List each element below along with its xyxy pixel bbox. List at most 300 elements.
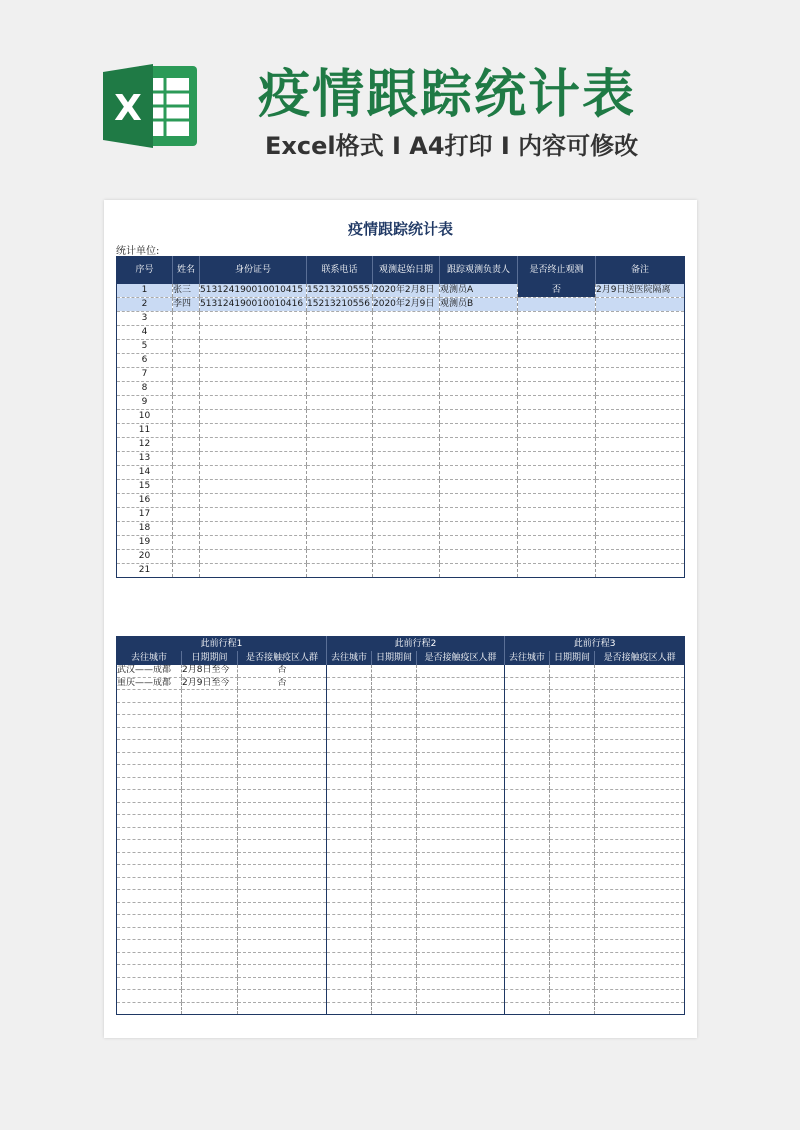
table-cell[interactable]: 8	[117, 382, 173, 396]
table-cell[interactable]	[327, 890, 372, 903]
table-cell[interactable]	[173, 354, 200, 368]
table-cell[interactable]	[595, 777, 685, 790]
table-cell[interactable]	[200, 326, 307, 340]
table-cell[interactable]	[117, 840, 182, 853]
table-cell[interactable]	[307, 536, 373, 550]
table-cell[interactable]: 513124190010010416	[200, 298, 307, 312]
table-cell[interactable]	[372, 752, 417, 765]
table-cell[interactable]	[440, 550, 518, 564]
table-cell[interactable]	[327, 790, 372, 803]
table-cell[interactable]	[518, 550, 596, 564]
table-cell[interactable]	[173, 438, 200, 452]
table-cell[interactable]	[182, 852, 238, 865]
table-cell[interactable]	[327, 977, 372, 990]
table-cell[interactable]	[117, 977, 182, 990]
table-cell[interactable]	[595, 990, 685, 1003]
table-cell[interactable]	[417, 865, 505, 878]
table-cell[interactable]	[550, 677, 595, 690]
table-cell[interactable]: 9	[117, 396, 173, 410]
table-cell[interactable]	[550, 877, 595, 890]
table-cell[interactable]	[505, 727, 550, 740]
table-cell[interactable]	[550, 927, 595, 940]
table-cell[interactable]	[373, 340, 440, 354]
table-cell[interactable]	[518, 410, 596, 424]
table-cell[interactable]	[595, 915, 685, 928]
table-cell[interactable]	[596, 312, 685, 326]
table-cell[interactable]	[173, 480, 200, 494]
table-cell[interactable]: 2月9日至今	[182, 677, 238, 690]
table-cell[interactable]	[373, 508, 440, 522]
table-cell[interactable]	[307, 410, 373, 424]
table-cell[interactable]: 重庆——成都	[117, 677, 182, 690]
table-cell[interactable]: 5	[117, 340, 173, 354]
table-cell[interactable]	[182, 790, 238, 803]
table-cell[interactable]	[238, 890, 327, 903]
table-cell[interactable]	[596, 382, 685, 396]
table-cell[interactable]	[327, 865, 372, 878]
table-cell[interactable]	[505, 690, 550, 703]
table-cell[interactable]: 21	[117, 564, 173, 578]
table-cell[interactable]	[518, 368, 596, 382]
table-cell[interactable]	[117, 702, 182, 715]
table-cell[interactable]	[327, 1002, 372, 1015]
table-cell[interactable]	[182, 815, 238, 828]
table-cell[interactable]	[372, 1002, 417, 1015]
table-cell[interactable]	[327, 827, 372, 840]
table-cell[interactable]	[550, 777, 595, 790]
table-cell[interactable]	[373, 326, 440, 340]
table-cell[interactable]	[417, 965, 505, 978]
table-cell[interactable]	[518, 480, 596, 494]
table-cell[interactable]	[595, 852, 685, 865]
table-cell[interactable]	[440, 466, 518, 480]
table-cell[interactable]	[238, 990, 327, 1003]
table-cell[interactable]	[417, 927, 505, 940]
table-cell[interactable]	[372, 952, 417, 965]
table-cell[interactable]	[238, 702, 327, 715]
table-cell[interactable]	[117, 865, 182, 878]
table-cell[interactable]	[596, 298, 685, 312]
table-cell[interactable]	[117, 752, 182, 765]
table-cell[interactable]	[596, 340, 685, 354]
table-cell[interactable]	[417, 915, 505, 928]
table-cell[interactable]: 4	[117, 326, 173, 340]
table-cell[interactable]	[200, 508, 307, 522]
table-cell[interactable]	[117, 715, 182, 728]
table-cell[interactable]	[372, 677, 417, 690]
table-cell[interactable]	[117, 927, 182, 940]
table-cell[interactable]	[417, 765, 505, 778]
table-cell[interactable]	[595, 865, 685, 878]
table-cell[interactable]	[440, 326, 518, 340]
table-cell[interactable]	[238, 840, 327, 853]
table-cell[interactable]	[117, 890, 182, 903]
table-cell[interactable]: 15213210555	[307, 284, 373, 298]
table-cell[interactable]	[505, 865, 550, 878]
table-cell[interactable]	[182, 752, 238, 765]
table-cell[interactable]	[200, 438, 307, 452]
table-cell[interactable]	[117, 1002, 182, 1015]
table-cell[interactable]	[238, 827, 327, 840]
table-cell[interactable]	[550, 740, 595, 753]
table-cell[interactable]	[182, 1002, 238, 1015]
table-cell[interactable]	[373, 466, 440, 480]
table-cell[interactable]	[182, 915, 238, 928]
table-cell[interactable]	[238, 715, 327, 728]
table-cell[interactable]	[307, 522, 373, 536]
table-cell[interactable]	[117, 777, 182, 790]
table-cell[interactable]	[307, 396, 373, 410]
table-cell[interactable]	[595, 902, 685, 915]
table-cell[interactable]	[182, 690, 238, 703]
table-cell[interactable]	[550, 840, 595, 853]
table-cell[interactable]	[373, 522, 440, 536]
table-cell[interactable]: 12	[117, 438, 173, 452]
table-cell[interactable]	[550, 940, 595, 953]
table-cell[interactable]	[327, 852, 372, 865]
table-cell[interactable]	[596, 522, 685, 536]
table-cell[interactable]	[417, 752, 505, 765]
table-cell[interactable]: 观测员B	[440, 298, 518, 312]
table-cell[interactable]	[173, 508, 200, 522]
table-cell[interactable]	[373, 382, 440, 396]
table-cell[interactable]	[373, 438, 440, 452]
table-cell[interactable]	[117, 965, 182, 978]
table-cell[interactable]	[307, 326, 373, 340]
table-cell[interactable]: 14	[117, 466, 173, 480]
table-cell[interactable]	[117, 765, 182, 778]
table-cell[interactable]	[373, 536, 440, 550]
table-cell[interactable]	[238, 727, 327, 740]
table-cell[interactable]: 11	[117, 424, 173, 438]
table-cell[interactable]	[417, 815, 505, 828]
table-cell[interactable]	[550, 965, 595, 978]
table-cell[interactable]	[417, 877, 505, 890]
table-cell[interactable]	[417, 952, 505, 965]
table-cell[interactable]	[372, 840, 417, 853]
table-cell[interactable]	[518, 494, 596, 508]
table-cell[interactable]	[595, 927, 685, 940]
table-cell[interactable]	[200, 410, 307, 424]
table-cell[interactable]	[550, 902, 595, 915]
table-cell[interactable]	[505, 877, 550, 890]
table-cell[interactable]	[505, 902, 550, 915]
table-cell[interactable]	[173, 466, 200, 480]
table-cell[interactable]	[173, 340, 200, 354]
table-cell[interactable]	[505, 677, 550, 690]
table-cell[interactable]	[238, 927, 327, 940]
table-cell[interactable]	[595, 765, 685, 778]
table-cell[interactable]	[505, 802, 550, 815]
table-cell[interactable]: 16	[117, 494, 173, 508]
table-cell[interactable]	[372, 877, 417, 890]
table-cell[interactable]	[327, 777, 372, 790]
table-cell[interactable]	[307, 508, 373, 522]
table-cell[interactable]	[373, 452, 440, 466]
table-cell[interactable]	[327, 815, 372, 828]
table-cell[interactable]	[372, 815, 417, 828]
table-cell[interactable]	[173, 522, 200, 536]
table-cell[interactable]	[238, 902, 327, 915]
table-cell[interactable]	[518, 354, 596, 368]
table-cell[interactable]	[596, 326, 685, 340]
table-cell[interactable]	[182, 990, 238, 1003]
table-cell[interactable]	[372, 727, 417, 740]
table-cell[interactable]	[372, 665, 417, 677]
table-cell[interactable]	[372, 915, 417, 928]
table-cell[interactable]	[595, 702, 685, 715]
table-cell[interactable]	[505, 777, 550, 790]
table-cell[interactable]	[200, 536, 307, 550]
table-cell[interactable]	[327, 702, 372, 715]
table-cell[interactable]	[440, 368, 518, 382]
table-cell[interactable]	[238, 790, 327, 803]
table-cell[interactable]	[173, 452, 200, 466]
table-cell[interactable]	[595, 940, 685, 953]
table-cell[interactable]	[373, 480, 440, 494]
table-cell[interactable]	[440, 564, 518, 578]
table-cell[interactable]	[417, 715, 505, 728]
table-cell[interactable]: 20	[117, 550, 173, 564]
table-cell[interactable]	[372, 715, 417, 728]
table-cell[interactable]: 2020年2月9日	[373, 298, 440, 312]
table-cell[interactable]	[595, 965, 685, 978]
table-cell[interactable]	[505, 752, 550, 765]
table-cell[interactable]	[200, 396, 307, 410]
table-cell[interactable]	[182, 927, 238, 940]
table-cell[interactable]	[440, 480, 518, 494]
table-cell[interactable]	[200, 382, 307, 396]
table-cell[interactable]: 否	[238, 677, 327, 690]
table-cell[interactable]	[372, 802, 417, 815]
table-cell[interactable]	[595, 790, 685, 803]
table-cell[interactable]	[327, 690, 372, 703]
table-cell[interactable]	[372, 827, 417, 840]
table-cell[interactable]	[173, 382, 200, 396]
table-cell[interactable]	[372, 977, 417, 990]
table-cell[interactable]	[117, 790, 182, 803]
table-cell[interactable]: 19	[117, 536, 173, 550]
table-cell[interactable]	[373, 494, 440, 508]
table-cell[interactable]	[505, 702, 550, 715]
table-cell[interactable]	[505, 715, 550, 728]
table-cell[interactable]	[417, 790, 505, 803]
table-cell[interactable]	[372, 790, 417, 803]
table-cell[interactable]	[238, 777, 327, 790]
table-cell[interactable]	[518, 564, 596, 578]
table-cell[interactable]	[307, 494, 373, 508]
table-cell[interactable]	[307, 340, 373, 354]
table-cell[interactable]	[595, 977, 685, 990]
table-cell[interactable]	[200, 452, 307, 466]
table-cell[interactable]	[238, 765, 327, 778]
table-cell[interactable]	[518, 438, 596, 452]
table-cell[interactable]	[518, 312, 596, 326]
table-cell[interactable]	[200, 522, 307, 536]
table-cell[interactable]	[182, 827, 238, 840]
table-cell[interactable]	[117, 802, 182, 815]
table-cell[interactable]	[518, 382, 596, 396]
table-cell[interactable]	[200, 368, 307, 382]
table-cell[interactable]	[596, 480, 685, 494]
table-cell[interactable]	[595, 690, 685, 703]
table-cell[interactable]	[595, 890, 685, 903]
table-cell[interactable]	[117, 915, 182, 928]
table-cell[interactable]	[505, 977, 550, 990]
table-cell[interactable]	[373, 410, 440, 424]
table-cell[interactable]	[327, 802, 372, 815]
table-cell[interactable]	[440, 354, 518, 368]
table-cell[interactable]	[182, 965, 238, 978]
table-cell[interactable]	[417, 802, 505, 815]
table-cell[interactable]	[595, 1002, 685, 1015]
table-cell[interactable]	[372, 765, 417, 778]
table-cell[interactable]	[307, 480, 373, 494]
table-cell[interactable]	[440, 522, 518, 536]
table-cell[interactable]	[327, 902, 372, 915]
table-cell[interactable]	[200, 494, 307, 508]
table-cell[interactable]	[417, 940, 505, 953]
table-cell[interactable]	[200, 480, 307, 494]
table-cell[interactable]	[518, 298, 596, 312]
table-cell[interactable]	[417, 702, 505, 715]
table-cell[interactable]	[505, 965, 550, 978]
table-cell[interactable]	[327, 752, 372, 765]
table-cell[interactable]	[373, 368, 440, 382]
table-cell[interactable]	[595, 877, 685, 890]
table-cell[interactable]	[307, 312, 373, 326]
table-cell[interactable]	[550, 690, 595, 703]
table-cell[interactable]	[307, 438, 373, 452]
table-cell[interactable]	[417, 665, 505, 677]
table-cell[interactable]: 3	[117, 312, 173, 326]
table-cell[interactable]	[182, 902, 238, 915]
table-cell[interactable]	[182, 865, 238, 878]
table-cell[interactable]	[595, 802, 685, 815]
table-cell[interactable]	[173, 312, 200, 326]
table-cell[interactable]	[518, 508, 596, 522]
table-cell[interactable]: 2020年2月8日	[373, 284, 440, 298]
table-cell[interactable]	[372, 702, 417, 715]
table-cell[interactable]	[327, 952, 372, 965]
table-cell[interactable]	[550, 977, 595, 990]
table-cell[interactable]	[307, 354, 373, 368]
table-cell[interactable]	[505, 840, 550, 853]
table-cell[interactable]	[440, 340, 518, 354]
table-cell[interactable]	[327, 915, 372, 928]
table-cell[interactable]	[238, 940, 327, 953]
table-cell[interactable]	[518, 536, 596, 550]
table-cell[interactable]	[238, 977, 327, 990]
table-cell[interactable]: 513124190010010415	[200, 284, 307, 298]
table-cell[interactable]	[238, 815, 327, 828]
table-cell[interactable]	[417, 902, 505, 915]
table-cell[interactable]	[505, 852, 550, 865]
table-cell[interactable]	[117, 827, 182, 840]
table-cell[interactable]	[518, 326, 596, 340]
table-cell[interactable]	[173, 424, 200, 438]
table-cell[interactable]	[373, 424, 440, 438]
table-cell[interactable]	[505, 740, 550, 753]
table-cell[interactable]	[182, 840, 238, 853]
table-cell[interactable]	[173, 536, 200, 550]
table-cell[interactable]	[327, 940, 372, 953]
table-cell[interactable]	[238, 1002, 327, 1015]
table-cell[interactable]: 李四	[173, 298, 200, 312]
table-cell[interactable]	[173, 550, 200, 564]
table-cell[interactable]: 否	[518, 284, 596, 298]
table-cell[interactable]	[550, 1002, 595, 1015]
table-cell[interactable]: 观测员A	[440, 284, 518, 298]
table-cell[interactable]	[596, 410, 685, 424]
table-cell[interactable]	[307, 466, 373, 480]
table-cell[interactable]	[550, 852, 595, 865]
table-cell[interactable]	[596, 536, 685, 550]
table-cell[interactable]	[417, 677, 505, 690]
table-cell[interactable]	[595, 952, 685, 965]
table-cell[interactable]	[238, 915, 327, 928]
table-cell[interactable]	[440, 452, 518, 466]
table-cell[interactable]	[596, 438, 685, 452]
table-cell[interactable]	[505, 990, 550, 1003]
table-cell[interactable]	[372, 965, 417, 978]
table-cell[interactable]	[200, 312, 307, 326]
table-cell[interactable]	[117, 852, 182, 865]
table-cell[interactable]	[505, 665, 550, 677]
table-cell[interactable]	[182, 952, 238, 965]
table-cell[interactable]	[327, 877, 372, 890]
table-cell[interactable]	[327, 715, 372, 728]
table-cell[interactable]	[372, 690, 417, 703]
table-cell[interactable]	[505, 915, 550, 928]
table-cell[interactable]	[440, 396, 518, 410]
table-cell[interactable]	[417, 827, 505, 840]
table-cell[interactable]: 2	[117, 298, 173, 312]
table-cell[interactable]	[550, 790, 595, 803]
table-cell[interactable]	[550, 765, 595, 778]
table-cell[interactable]	[595, 727, 685, 740]
table-cell[interactable]	[200, 424, 307, 438]
table-cell[interactable]	[550, 890, 595, 903]
table-cell[interactable]	[417, 990, 505, 1003]
table-cell[interactable]	[440, 382, 518, 396]
table-cell[interactable]	[307, 550, 373, 564]
table-cell[interactable]	[117, 740, 182, 753]
table-cell[interactable]	[596, 368, 685, 382]
table-cell[interactable]	[307, 382, 373, 396]
table-cell[interactable]: 13	[117, 452, 173, 466]
table-cell[interactable]	[238, 865, 327, 878]
table-cell[interactable]	[372, 940, 417, 953]
table-cell[interactable]: 武汉——成都	[117, 665, 182, 677]
table-cell[interactable]	[596, 494, 685, 508]
table-cell[interactable]	[417, 777, 505, 790]
table-cell[interactable]	[327, 727, 372, 740]
table-cell[interactable]	[307, 564, 373, 578]
table-cell[interactable]	[518, 466, 596, 480]
table-cell[interactable]	[238, 965, 327, 978]
table-cell[interactable]	[596, 396, 685, 410]
table-cell[interactable]	[417, 852, 505, 865]
table-cell[interactable]	[505, 790, 550, 803]
table-cell[interactable]	[550, 915, 595, 928]
table-cell[interactable]	[596, 452, 685, 466]
table-cell[interactable]	[595, 715, 685, 728]
table-cell[interactable]	[182, 802, 238, 815]
table-cell[interactable]	[327, 927, 372, 940]
table-cell[interactable]	[182, 940, 238, 953]
table-cell[interactable]	[238, 802, 327, 815]
